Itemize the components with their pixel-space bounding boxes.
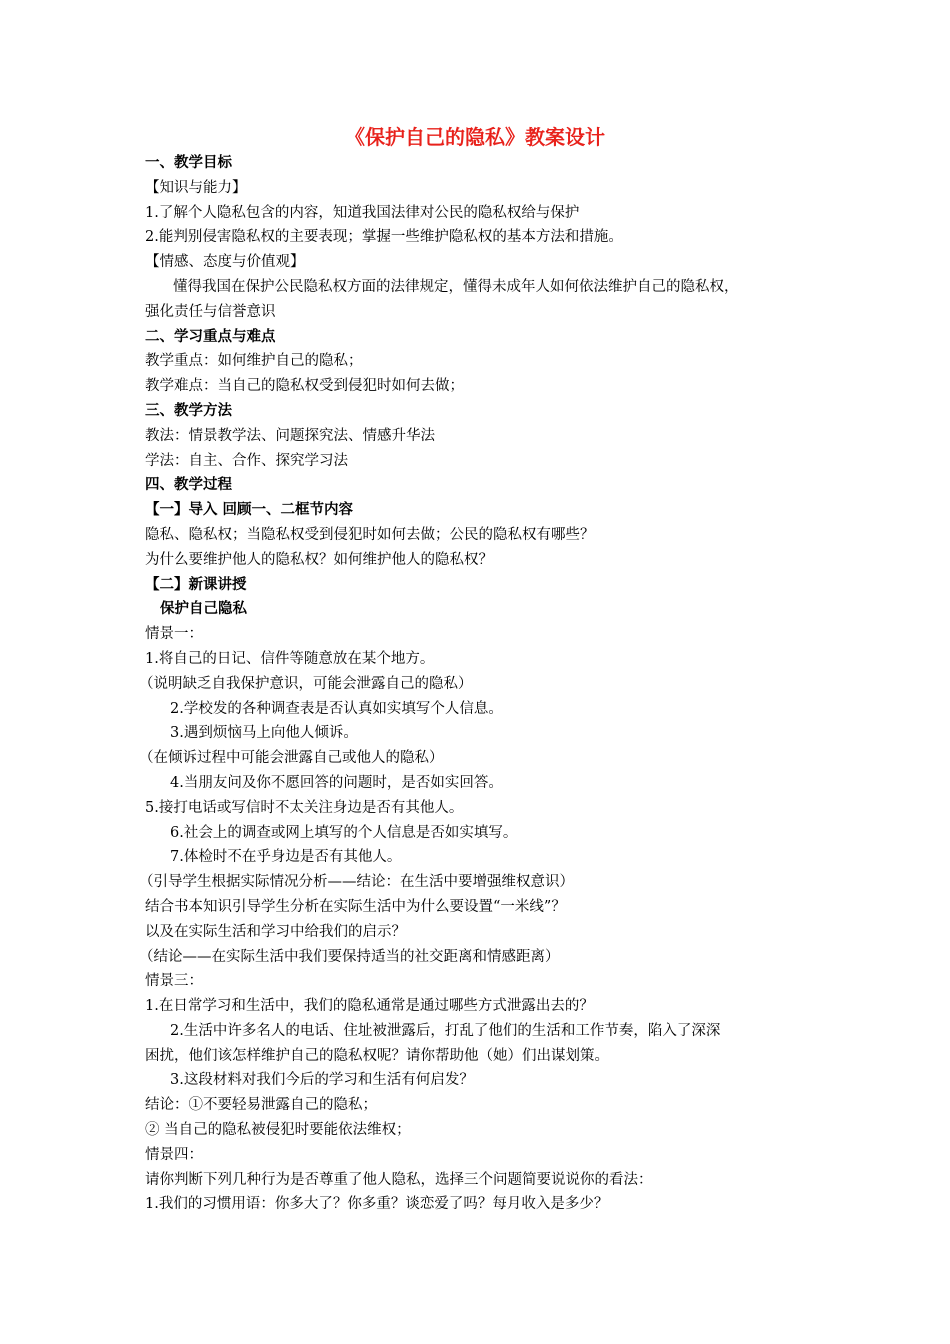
text-line: ② 当自己的隐私被侵犯时要能依法维权； [145,1122,411,1139]
section-heading: 保护自己隐私 [160,601,247,618]
section-heading: 一、教学目标 [145,155,232,171]
text-line: 4.当朋友问及你不愿回答的问题时，是否如实回答。 [170,774,503,791]
text-line: （引导学生根据实际情况分析——结论：在生活中要增强维权意识） [139,874,574,891]
text-line: 1.了解个人隐私包含的内容，知道我国法律对公民的隐私权给与保护 [145,204,580,221]
text-line: 学法：自主、合作、探究学习法 [145,452,348,469]
text-line: 情景三： [145,973,203,990]
text-line: 1.我们的习惯用语：你多大了？你多重？谈恋爱了吗？每月收入是多少？ [145,1196,609,1213]
text-line: 7.体检时不在乎身边是否有其他人。 [170,849,402,866]
text-line: 教法：情景教学法、问题探究法、情感升华法 [145,427,435,444]
document-title: 《保护自己的隐私》教案设计 [345,125,605,149]
text-line: （结论——在实际生活中我们要保持适当的社交距离和情感距离） [139,948,560,965]
text-line: （在倾诉过程中可能会泄露自己或他人的隐私） [139,750,444,767]
section-heading: 四、教学过程 [145,477,232,494]
text-line: 情景一： [145,626,203,643]
text-line: 困扰，他们该怎样维护自己的隐私权呢？请你帮助他（她）们出谋划策。 [145,1047,609,1064]
text-line: 为什么要维护他人的隐私权？如何维护他人的隐私权？ [145,551,493,568]
text-line: 教学重点：如何维护自己的隐私； [145,353,363,370]
text-line: 结合书本知识引导学生分析在实际生活中为什么要设置“一米线”？ [145,898,566,915]
text-line: 强化责任与信誉意识 [145,303,276,320]
section-heading: 三、教学方法 [145,402,232,419]
section-heading: 二、学习重点与难点 [145,328,276,345]
text-line: 2.学校发的各种调查表是否认真如实填写个人信息。 [170,700,503,717]
text-line: 结论：①不要轻易泄露自己的隐私； [145,1097,377,1114]
document-body [139,151,825,1217]
text-line: 情景四： [145,1146,203,1163]
text-line: 5.接打电话或写信时不太关注身边是否有其他人。 [145,799,464,816]
text-line: 6.社会上的调查或网上填写的个人信息是否如实填写。 [170,824,518,841]
text-line: 2.生活中许多名人的电话、住址被泄露后，打乱了他们的生活和工作节奏，陷入了深深 [170,1022,721,1039]
text-line: 3.遇到烦恼马上向他人倾诉。 [170,725,358,742]
text-line: （说明缺乏自我保护意识，可能会泄露自己的隐私） [139,675,473,692]
section-heading: 【一】导入 回顾一、二框节内容 [145,502,354,519]
text-line: 1.在日常学习和生活中，我们的隐私通常是通过哪些方式泄露出去的？ [145,998,594,1015]
text-line: 2.能判别侵害隐私权的主要表现；掌握一些维护隐私权的基本方法和措施。 [145,229,623,246]
text-line: 以及在实际生活和学习中给我们的启示？ [145,923,406,940]
text-line: 【情感、态度与价值观】 [145,254,305,271]
section-heading: 【二】新课讲授 [145,576,247,593]
text-line: 【知识与能力】 [145,179,247,196]
text-line: 教学难点：当自己的隐私权受到侵犯时如何去做； [145,378,464,395]
text-line: 隐私、隐私权；当隐私权受到侵犯时如何去做；公民的隐私权有哪些？ [145,526,595,543]
text-line: 请你判断下列几种行为是否尊重了他人隐私，选择三个问题简要说说你的看法： [145,1171,653,1188]
text-line: 3.这段材料对我们今后的学习和生活有何启发？ [170,1072,474,1089]
text-line: 懂得我国在保护公民隐私权方面的法律规定，懂得未成年人如何依法维护自己的隐私权， [173,278,739,295]
text-line: 1.将自己的日记、信件等随意放在某个地方。 [145,650,435,667]
